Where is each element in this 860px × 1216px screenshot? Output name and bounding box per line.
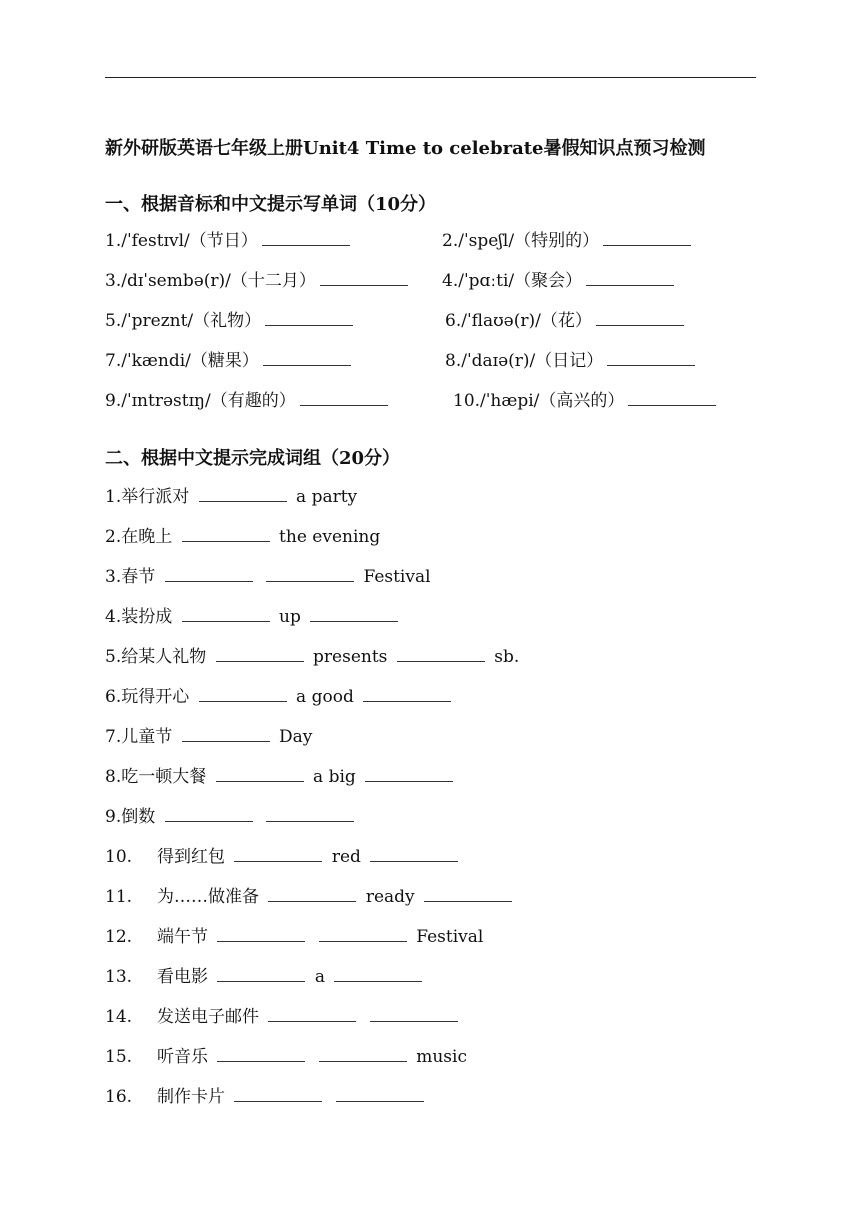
s1-item-10-text: 10./ˈhæpi/（高兴的） [453,391,625,411]
s1-item-3-text: 3./dɪˈsembə(r)/（十二月） [105,271,316,291]
item-english: red [331,847,361,867]
answer-blank[interactable] [262,231,350,246]
item-number: 10. [105,847,133,867]
s2-item [105,526,380,548]
s1-item-4 [442,270,678,292]
section2-heading: 二、根据中文提示完成词组（20分） [105,448,401,469]
answer-blank[interactable] [300,391,388,406]
answer-blank[interactable] [319,927,407,942]
item-number: 3. [105,567,122,587]
item-chinese: 倒数 [121,807,156,827]
answer-blank[interactable] [310,607,398,622]
s2-item [105,726,312,748]
s1-item-9 [105,390,392,412]
s1-item-3 [105,270,412,292]
answer-blank[interactable] [363,687,451,702]
item-number: 11. [105,887,133,907]
item-chinese: 春节 [121,567,156,587]
top-rule [105,77,756,78]
s1-item-6-text: 6./ˈflaʊə(r)/（花） [445,311,592,331]
s2-item [105,1046,467,1068]
item-number: 14. [105,1007,133,1027]
s1-item-6 [445,310,688,332]
answer-blank[interactable] [216,647,304,662]
item-english: a [314,967,325,987]
item-number: 8. [105,767,122,787]
s2-item [105,846,462,868]
s1-item-1-text: 1./ˈfestɪvl/（节日） [105,231,258,251]
item-number: 13. [105,967,133,987]
item-english: Day [279,727,313,747]
answer-blank[interactable] [216,767,304,782]
item-chinese: 举行派对 [121,487,190,507]
item-english: up [279,607,301,627]
s2-item [105,646,519,668]
item-chinese: 给某人礼物 [121,647,207,667]
section1-heading: 一、根据音标和中文提示写单词（10分） [105,194,437,215]
s2-item [105,806,358,828]
answer-blank[interactable] [265,311,353,326]
item-chinese: 装扮成 [121,607,173,627]
answer-blank[interactable] [268,887,356,902]
item-number: 12. [105,927,133,947]
item-english: a big [313,767,356,787]
item-chinese: 在晚上 [121,527,173,547]
answer-blank[interactable] [182,727,270,742]
answer-blank[interactable] [370,847,458,862]
answer-blank[interactable] [266,807,354,822]
answer-blank[interactable] [603,231,691,246]
answer-blank[interactable] [217,967,305,982]
answer-blank[interactable] [165,807,253,822]
item-number: 4. [105,607,122,627]
s1-item-9-text: 9./ˈɪntrəstɪŋ/（有趣的） [105,391,296,411]
answer-blank[interactable] [336,1087,424,1102]
s1-item-8 [445,350,699,372]
s2-item [105,966,426,988]
s2-item [105,1086,428,1108]
item-chinese: 端午节 [157,927,208,947]
s2-item [105,1006,462,1028]
item-chinese: 得到红包 [157,847,225,867]
answer-blank[interactable] [217,927,305,942]
item-english: the evening [279,527,381,547]
answer-blank[interactable] [320,271,408,286]
item-number: 9. [105,807,122,827]
s2-item [105,766,457,788]
s1-item-5 [105,310,357,332]
answer-blank[interactable] [234,847,322,862]
item-chinese: 儿童节 [121,727,173,747]
item-english: Festival [363,567,431,587]
document-title: 新外研版英语七年级上册Unit4 Time to celebrate暑假知识点预习检测 [105,138,706,159]
s1-item-10 [453,390,720,412]
answer-blank[interactable] [334,967,422,982]
item-number: 15. [105,1047,133,1067]
answer-blank[interactable] [586,271,674,286]
answer-blank[interactable] [370,1007,458,1022]
answer-blank[interactable] [596,311,684,326]
answer-blank[interactable] [263,351,351,366]
s1-item-4-text: 4./ˈpɑːti/（聚会） [442,271,583,291]
item-chinese: 吃一顿大餐 [121,767,207,787]
answer-blank[interactable] [268,1007,356,1022]
answer-blank[interactable] [199,487,287,502]
answer-blank[interactable] [628,391,716,406]
s2-item [105,926,483,948]
s1-item-1 [105,230,354,252]
item-chinese: 看电影 [157,967,208,987]
answer-blank[interactable] [397,647,485,662]
item-english: Festival [416,927,484,947]
item-english: presents [313,647,388,667]
item-chinese: 为……做准备 [157,887,259,907]
item-number: 5. [105,647,122,667]
answer-blank[interactable] [266,567,354,582]
s2-item [105,486,357,508]
item-number: 7. [105,727,122,747]
item-chinese: 制作卡片 [157,1087,225,1107]
answer-blank[interactable] [165,567,253,582]
s1-item-2 [442,230,695,252]
s1-item-2-text: 2./ˈspeʃl/（特别的） [442,231,600,251]
item-english: a party [296,487,358,507]
answer-blank[interactable] [199,687,287,702]
item-number: 16. [105,1087,133,1107]
s1-item-7-text: 7./ˈkændi/（糖果） [105,351,259,371]
item-chinese: 发送电子邮件 [157,1007,259,1027]
s1-item-7 [105,350,355,372]
s2-item [105,686,455,708]
answer-blank[interactable] [319,1047,407,1062]
item-number: 1. [105,487,122,507]
s1-item-8-text: 8./ˈdaɪə(r)/（日记） [445,351,604,371]
item-number: 2. [105,527,122,547]
item-number: 6. [105,687,122,707]
answer-blank[interactable] [424,887,512,902]
answer-blank[interactable] [234,1087,322,1102]
s2-item [105,566,431,588]
item-english-suffix: sb. [494,647,520,667]
item-chinese: 听音乐 [157,1047,208,1067]
item-english: music [416,1047,467,1067]
s1-item-5-text: 5./ˈpreznt/（礼物） [105,311,262,331]
s2-item [105,886,516,908]
answer-blank[interactable] [182,527,270,542]
answer-blank[interactable] [365,767,453,782]
s2-item [105,606,402,628]
item-chinese: 玩得开心 [121,687,190,707]
answer-blank[interactable] [217,1047,305,1062]
item-english: a good [296,687,354,707]
answer-blank[interactable] [607,351,695,366]
answer-blank[interactable] [182,607,270,622]
item-english: ready [365,887,415,907]
